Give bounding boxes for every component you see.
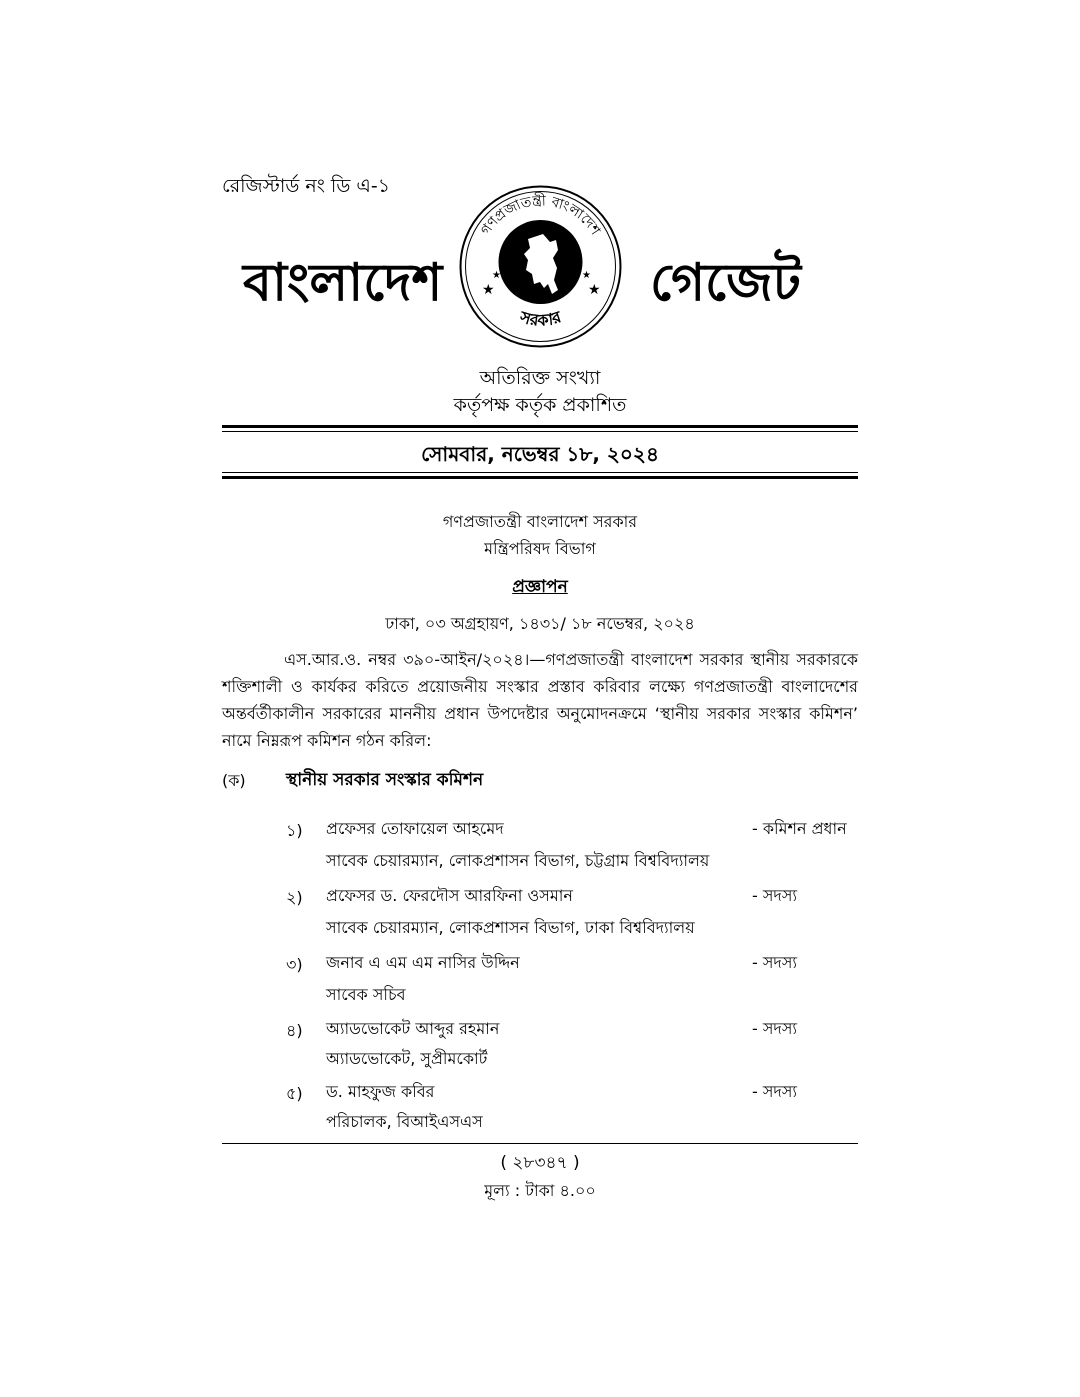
member-role: - সদস্য: [752, 886, 798, 905]
top-rule-thick: [222, 425, 858, 428]
member-role: - কমিশন প্রধান: [752, 819, 847, 838]
member-number: ৫): [286, 1084, 303, 1103]
svg-text:সরকার: [517, 307, 565, 330]
member-description: সাবেক সচিব: [326, 985, 406, 1004]
bottom-rule-thick: [222, 476, 858, 479]
member-name: জনাব এ এম এম নাসির উদ্দিন: [326, 953, 520, 972]
member-number: ২): [286, 888, 303, 907]
place-and-date: ঢাকা, ০৩ অগ্রহায়ণ, ১৪৩১/ ১৮ নভেম্বর, ২০২৪: [385, 614, 695, 633]
seal-top-text: গণপ্রজাতন্ত্রী বাংলাদেশ: [477, 193, 604, 239]
bottom-rule-thin: [222, 472, 858, 473]
government-seal-icon: [458, 184, 623, 349]
member-name: প্রফেসর ড. ফেরদৌস আরফিনা ওসমান: [326, 886, 573, 905]
price: মূল্য : টাকা ৪.০০: [484, 1181, 596, 1200]
member-role: - সদস্য: [752, 953, 798, 972]
footer-rule: [222, 1143, 858, 1144]
svg-text:★: ★: [588, 282, 601, 298]
gazette-title-right: গেজেট: [650, 252, 801, 313]
svg-text:★: ★: [582, 270, 591, 281]
notice-heading: প্রজ্ঞাপন: [512, 577, 568, 597]
member-number: ১): [286, 821, 303, 840]
extraordinary-issue: অতিরিক্ত সংখ্যা: [479, 367, 601, 389]
member-number: ৪): [286, 1021, 303, 1040]
member-name: ড. মাহফুজ কবির: [326, 1082, 435, 1101]
member-description: পরিচালক, বিআইএসএস: [326, 1112, 483, 1131]
member-description: সাবেক চেয়ারম্যান, লোকপ্রশাসন বিভাগ, ঢাকা বিশ্ববিদ্যালয়: [326, 918, 695, 937]
member-role: - সদস্য: [752, 1082, 798, 1101]
registration-number: রেজিস্টার্ড নং ডি এ-১: [222, 175, 391, 197]
member-name: অ্যাডভোকেট আব্দুর রহমান: [326, 1019, 500, 1038]
notice-body: এস.আর.ও. নম্বর ৩৯০-আইন/২০২৪।—গণপ্রজাতন্ত্রী বাংলাদেশ সরকার স্থানীয় সরকারকে শক্তিশালী ও কার্যকর করিতে প্রয়োজনীয় সংস্কার প্রস্তাব করিবার লক্ষ্যে গণপ্রজাতন্ত্রী বাংলাদেশের অন্তর্বর্তীকালীন সরকারের মাননীয় প্রধান উপদেষ্টার অনুমোদনক্রমে ‘স্থানীয় সরকার সংস্কার কমিশন’ নামে নিম্নরূপ কমিশন গঠন করিল:: [222, 650, 858, 750]
section-number: (ক): [222, 771, 246, 790]
gazette-title-left: বাংলাদেশ: [243, 252, 443, 313]
member-description: অ্যাডভোকেট, সুপ্রীমকোর্ট: [326, 1049, 488, 1068]
svg-text:★: ★: [482, 282, 495, 298]
member-number: ৩): [286, 955, 303, 974]
issue-date: সোমবার, নভেম্বর ১৮, ২০২৪: [421, 442, 659, 466]
member-description: সাবেক চেয়ারম্যান, লোকপ্রশাসন বিভাগ, চট্টগ্রাম বিশ্ববিদ্যালয়: [326, 851, 710, 870]
division-name: মন্ত্রিপরিষদ বিভাগ: [484, 539, 596, 558]
page-number: ( ২৮৩৪৭ ): [500, 1153, 580, 1173]
government-name: গণপ্রজাতন্ত্রী বাংলাদেশ সরকার: [442, 512, 638, 531]
member-name: প্রফেসর তোফায়েল আহমেদ: [326, 819, 504, 838]
seal-bottom-text: সরকার: [517, 307, 564, 331]
member-role: - সদস্য: [752, 1019, 798, 1038]
section-title: স্থানীয় সরকার সংস্কার কমিশন: [286, 770, 484, 790]
published-by-authority: কর্তৃপক্ষ কর্তৃক প্রকাশিত: [453, 394, 627, 416]
svg-text:★: ★: [492, 270, 501, 281]
top-rule-thin: [222, 431, 858, 432]
